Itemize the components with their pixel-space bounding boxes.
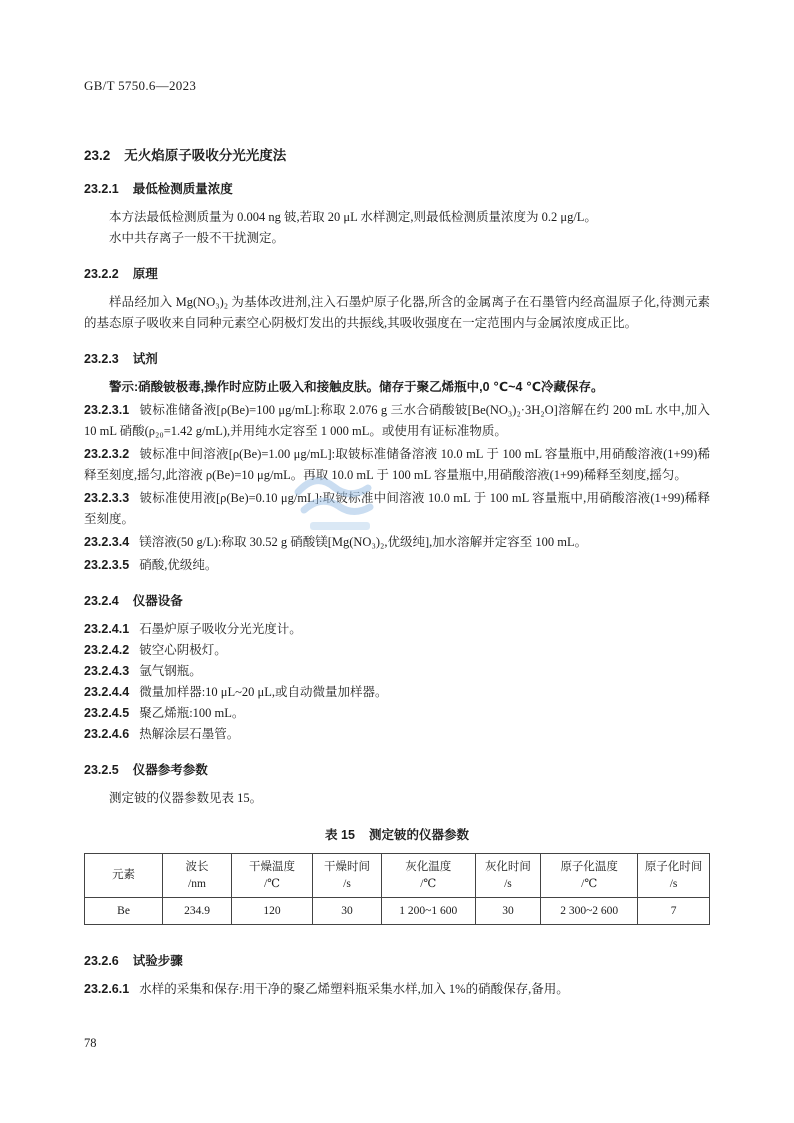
col-header-wavelength — [163, 854, 232, 898]
col-header-element — [85, 854, 163, 898]
clause-text: 铍空心阴极灯。 — [139, 643, 227, 657]
clause-text: 石墨炉原子吸收分光光度计。 — [139, 622, 302, 636]
heading-number: 23.2.5 — [84, 763, 119, 777]
cell-wavelength: 234.9 — [163, 898, 232, 925]
clause-text: 水样的采集和保存:用干净的聚乙烯塑料瓶采集水样,加入 1%的硝酸保存,备用。 — [139, 982, 569, 996]
clause-number: 23.2.3.4 — [84, 535, 130, 549]
table-header-row — [85, 854, 710, 898]
table-15-caption — [84, 825, 710, 843]
col-unit: /℃ — [263, 877, 281, 890]
paragraph-see-table-15: 测定铍的仪器参数见表 15。 — [109, 791, 263, 805]
cell-atomize-temp: 2 300~2 600 — [541, 898, 638, 925]
heading-23-2-6 — [84, 951, 710, 969]
cell-element: Be — [85, 898, 163, 925]
col-header-atomize-time — [638, 854, 710, 898]
clause-23-2-6-1 — [84, 979, 710, 1000]
heading-title: 原理 — [132, 267, 158, 281]
col-label: 原子化温度 — [560, 860, 618, 873]
clause-23-2-3-4 — [84, 532, 710, 553]
heading-23-2-4 — [84, 591, 710, 609]
clause-text: 铍标准储备液[ρ(Be)=100 μg/mL]:称取 2.076 g 三水合硝酸铍[Be(NO₃)₂·3H₂O]溶解在约 200 mL 水中,加入 10 mL 硝酸(ρ₂₀=1.42 g/mL),并用纯水定容至 1 000 mL。或使用有证标准物质。 — [84, 403, 710, 438]
col-label: 元素 — [112, 869, 136, 881]
table-caption-title: 测定铍的仪器参数 — [368, 828, 469, 842]
col-unit: /s — [343, 877, 351, 890]
col-label: 灰化时间 — [484, 860, 531, 873]
table-15 — [84, 853, 710, 925]
clause-number: 23.2.3.2 — [84, 447, 130, 461]
heading-number: 23.2.2 — [84, 267, 119, 281]
clause-number: 23.2.6.1 — [84, 982, 130, 996]
heading-number: 23.2.4 — [84, 594, 119, 608]
clause-number: 23.2.3.5 — [84, 558, 130, 572]
col-label: 波长 — [185, 860, 209, 873]
heading-title: 仪器参考参数 — [132, 763, 208, 777]
cell-ash-temp: 1 200~1 600 — [381, 898, 475, 925]
heading-23-2-1 — [84, 179, 710, 197]
cell-atomize-time: 7 — [638, 898, 710, 925]
clause-23-2-4-1 — [84, 619, 710, 640]
clause-23-2-4-6 — [84, 724, 710, 745]
col-unit: /nm — [188, 877, 206, 890]
heading-23-2 — [84, 144, 710, 164]
heading-title: 试验步骤 — [132, 954, 183, 968]
heading-23-2-3 — [84, 349, 710, 367]
clause-text: 硝酸,优级纯。 — [139, 558, 218, 572]
clause-23-2-4-2 — [84, 640, 710, 661]
table-caption-number: 表 15 — [325, 828, 355, 842]
clause-text: 热解涂层石墨管。 — [139, 727, 240, 741]
paragraph-principle: 样品经加入 Mg(NO₃)₂ 为基体改进剂,注入石墨炉原子化器,所含的金属离子在石墨管内经高温原子化,待测元素的基态原子吸收来自同种元素空心阴极灯发出的共振线,其吸收强度在一定范围内与金属浓度成正比。 — [84, 295, 710, 330]
clause-text: 聚乙烯瓶:100 mL。 — [139, 706, 245, 720]
clause-23-2-4-5 — [84, 703, 710, 724]
clause-text: 铍标准中间溶液[ρ(Be)=1.00 μg/mL]:取铍标准储备溶液 10.0 mL 于 100 mL 容量瓶中,用硝酸溶液(1+99)稀释至刻度,摇匀,此溶液 ρ(Be)=10 μg/mL。再取 10.0 mL 于 100 mL 容量瓶中,用硝酸溶液(1+99)稀释至刻度,摇匀。 — [84, 447, 710, 482]
heading-number: 23.2.6 — [84, 954, 119, 968]
col-header-dry-temp — [231, 854, 312, 898]
heading-title: 无火焰原子吸收分光光度法 — [124, 148, 287, 163]
standard-number: GB/T 5750.6—2023 — [84, 78, 197, 93]
clause-23-2-4-4 — [84, 682, 710, 703]
clause-23-2-3-3 — [84, 488, 710, 530]
clause-number: 23.2.4.5 — [84, 706, 130, 720]
col-label: 干燥温度 — [249, 860, 295, 873]
clause-text: 氩气钢瓶。 — [139, 664, 202, 678]
col-unit: /s — [669, 877, 678, 890]
heading-number: 23.2.1 — [84, 182, 119, 196]
clause-number: 23.2.4.3 — [84, 664, 130, 678]
heading-23-2-5 — [84, 760, 710, 778]
col-label: 干燥时间 — [324, 860, 370, 873]
col-unit: /℃ — [420, 877, 437, 890]
clause-text: 铍标准使用液[ρ(Be)=0.10 μg/mL]:取铍标准中间溶液 10.0 mL 于 100 mL 容量瓶中,用硝酸溶液(1+99)稀释至刻度。 — [84, 491, 710, 526]
paragraph-coexisting-ions: 水中共存离子一般不干扰测定。 — [109, 231, 285, 245]
clause-number: 23.2.3.1 — [84, 403, 130, 417]
heading-title: 仪器设备 — [132, 594, 183, 608]
warning-note: 警示:硝酸铍极毒,操作时应防止吸入和接触皮肤。储存于聚乙烯瓶中,0 ℃~4 ℃冷藏保存。 — [109, 380, 604, 394]
page-number: 78 — [84, 1036, 97, 1050]
heading-title: 最低检测质量浓度 — [132, 182, 233, 196]
clause-23-2-3-2 — [84, 444, 710, 486]
cell-ash-time: 30 — [475, 898, 541, 925]
col-header-ash-time — [475, 854, 541, 898]
col-label: 原子化时间 — [644, 860, 703, 873]
col-unit: /℃ — [581, 877, 598, 890]
clause-23-2-3-5 — [84, 555, 710, 576]
cell-dry-time: 30 — [313, 898, 382, 925]
clause-text: 镁溶液(50 g/L):称取 30.52 g 硝酸镁[Mg(NO₃)₂,优级纯],加水溶解并定容至 100 mL。 — [139, 535, 588, 549]
col-label: 灰化温度 — [405, 860, 452, 873]
table-row — [85, 898, 710, 925]
heading-number: 23.2 — [84, 148, 111, 163]
heading-number: 23.2.3 — [84, 352, 119, 366]
clause-number: 23.2.4.6 — [84, 727, 130, 741]
clause-23-2-4-3 — [84, 661, 710, 682]
clause-number: 23.2.4.1 — [84, 622, 130, 636]
col-unit: /s — [504, 877, 512, 890]
heading-23-2-2 — [84, 264, 710, 282]
clause-23-2-3-1 — [84, 400, 710, 442]
col-header-ash-temp — [381, 854, 475, 898]
clause-number: 23.2.4.4 — [84, 685, 130, 699]
heading-title: 试剂 — [132, 352, 158, 366]
col-header-dry-time — [313, 854, 382, 898]
clause-number: 23.2.4.2 — [84, 643, 130, 657]
col-header-atomize-temp — [541, 854, 638, 898]
clause-text: 微量加样器:10 μL~20 μL,或自动微量加样器。 — [139, 685, 388, 699]
clause-number: 23.2.3.3 — [84, 491, 130, 505]
cell-dry-temp: 120 — [231, 898, 312, 925]
paragraph-detection-limit: 本方法最低检测质量为 0.004 ng 铍,若取 20 μL 水样测定,则最低检测质量浓度为 0.2 μg/L。 — [109, 210, 597, 224]
